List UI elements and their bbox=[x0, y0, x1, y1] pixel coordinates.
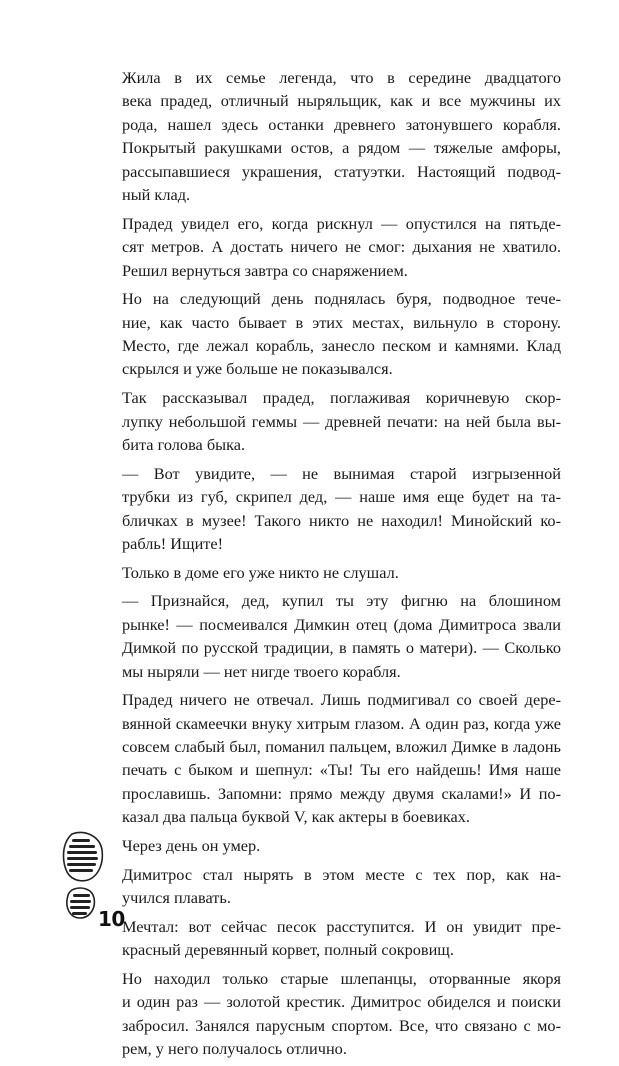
text-line: Через день он умер. bbox=[122, 835, 261, 855]
text-line: бита голова быка. bbox=[122, 434, 246, 454]
text-line: века прадед, отличный ныряльщик, как и все мужчины их bbox=[122, 91, 561, 111]
paragraph bbox=[113, 834, 561, 857]
text-line: скрылся и уже больше не показывался. bbox=[122, 359, 393, 379]
paragraph bbox=[113, 386, 561, 456]
text-line: сят метров. А достать ничего не смог: дыхания не хватило. bbox=[122, 237, 561, 257]
paragraph bbox=[113, 688, 561, 828]
text-line: печать с быком и шепнул: «Ты! Ты его найдешь! Имя наше bbox=[122, 760, 561, 780]
text-line: — Вот увидите, — не вынимая старой изгрызенной bbox=[122, 463, 561, 483]
text-line: Покрытый ракушками остов, а рядом — тяжелые амфоры, bbox=[122, 138, 561, 158]
page-number: 10 bbox=[98, 907, 125, 931]
text-line: мы ныряли — нет нигде твоего корабля. bbox=[122, 661, 401, 681]
text-line: лупку небольшой геммы — древней печати: на ней была вы- bbox=[122, 411, 561, 431]
body-text bbox=[113, 66, 561, 1066]
paragraph bbox=[113, 915, 561, 962]
text-line: Решил вернуться завтра со снаряжением. bbox=[122, 260, 408, 280]
text-line: совсем слабый был, поманил пальцем, вложил Димке в ладонь bbox=[122, 737, 561, 757]
text-line: рынке! — посмеивался Димкин отец (дома Димитроса звали bbox=[122, 614, 561, 634]
text-line: ние, как часто бывает в этих местах, вильнуло в сторону. bbox=[122, 312, 561, 332]
paragraph bbox=[113, 287, 561, 381]
text-line: Место, где лежал корабль, занесло песком и камнями. Клад bbox=[122, 336, 561, 356]
paragraph bbox=[113, 589, 561, 683]
paragraph bbox=[113, 66, 561, 206]
text-line: рем, у него получалось отлично. bbox=[122, 1039, 347, 1059]
text-line: рассыпавшиеся украшения, статуэтки. Настоящий подвод- bbox=[122, 161, 561, 181]
text-line: Жила в их семье легенда, что в середине двадцатого bbox=[122, 68, 561, 87]
paragraph bbox=[113, 863, 561, 910]
text-line: Прадед увидел его, когда рискнул — опустился на пятьде- bbox=[122, 213, 561, 233]
text-line: Мечтал: вот сейчас песок расступится. И он увидит пре- bbox=[122, 916, 561, 936]
text-line: рабль! Ищите! bbox=[122, 533, 224, 553]
paragraph bbox=[113, 967, 561, 1061]
text-line: ный клад. bbox=[122, 185, 191, 205]
text-line: казал два пальца буквой V, как актеры в боевиках. bbox=[122, 807, 470, 827]
text-line: и один раз — золотой крестик. Димитрос обиделся и поиски bbox=[122, 992, 561, 1012]
text-line: красный деревянный корвет, полный сокровищ. bbox=[122, 940, 454, 960]
paragraph bbox=[113, 462, 561, 556]
paragraph bbox=[113, 561, 561, 584]
paragraph bbox=[113, 212, 561, 282]
text-line: вянной скамеечки внуку хитрым глазом. А один раз, когда уже bbox=[122, 713, 561, 733]
text-line: Так рассказывал прадед, поглаживая коричневую скор- bbox=[122, 388, 561, 408]
text-line: забросил. Занялся парусным спортом. Все, что связано с мо- bbox=[122, 1015, 561, 1035]
text-line: учился плавать. bbox=[122, 888, 231, 908]
text-line: Димитрос стал нырять в этом месте с тех пор, как на- bbox=[122, 864, 561, 884]
text-line: Но на следующий день поднялась буря, подводное тече- bbox=[122, 289, 561, 309]
text-line: рода, нашел здесь останки древнего затонувшего корабля. bbox=[122, 114, 561, 134]
text-line: прославишь. Запомни: прямо между двумя скалами!» И по- bbox=[122, 783, 561, 803]
text-line: Прадед ничего не отвечал. Лишь подмигивал со своей дере- bbox=[122, 690, 561, 710]
text-line: Но находил только старые шлепанцы, оторванные якоря bbox=[122, 968, 561, 988]
text-line: трубки из губ, скрипел дед, — наше имя еще будет на та- bbox=[122, 487, 561, 507]
text-line: Димкой по русской традиции, в память о матери). — Сколько bbox=[122, 638, 561, 658]
text-line: — Признайся, дед, купил ты эту фигню на блошином bbox=[122, 591, 561, 611]
text-line: Только в доме его уже никто не слушал. bbox=[122, 562, 399, 582]
text-line: бличках в музее! Такого никто не находил! Минойский ко- bbox=[122, 510, 561, 530]
